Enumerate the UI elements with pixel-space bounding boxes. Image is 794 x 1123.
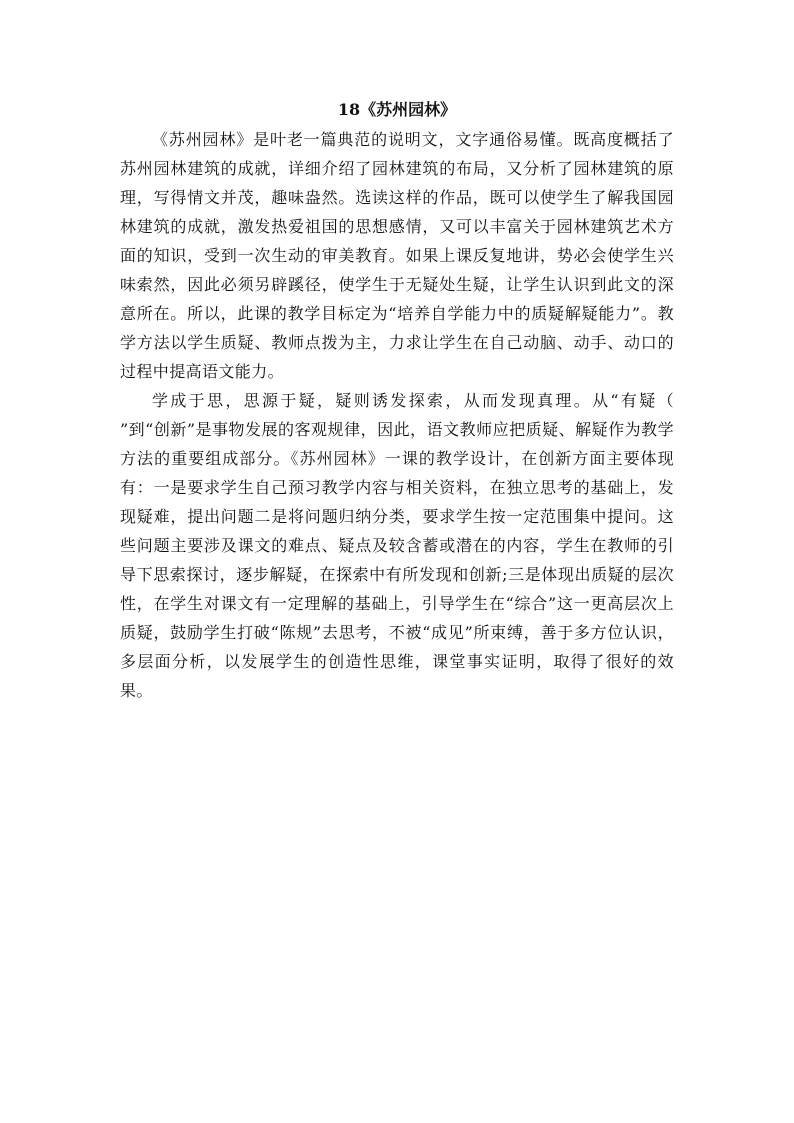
paragraph-2: 学成于思，思源于疑，疑则诱发探索，从而发现真理。从“有疑（ ”到“创新”是事物发展的客观规律，因此，语文教师应把质疑、解疑作为教学方法的重要组成部分。《苏州园林》一课的教学设计，在创新方面主要体现有：一是要求学生自己预习教学内容与相关资料，在独立思考的基础上，发现疑难，提出问题二是将问题归纳分类，要求学生按一定范围集中提问。这些问题主要涉及课文的难点、疑点及较含蓄或潜在的内容，学生在教师的引导下思索探讨，逐步解疑，在探索中有所发现和创新;三是体现出质疑的层次性，在学生对课文有一定理解的基础上，引导学生在“综合”这一更高层次上质疑，鼓励学生打破“陈规”去思考，不被“成见”所束缚，善于多方位认识，多层面分析，以发展学生的创造性思维，课堂事实证明，取得了很好的效果。: [120, 391, 674, 700]
document-page: [120, 95, 674, 705]
paragraph-1: 《苏州园林》是叶老一篇典范的说明文，文字通俗易懂。既高度概括了苏州园林建筑的成就，详细介绍了园林建筑的布局，又分析了园林建筑的原理，写得情文并茂，趣味盎然。选读这样的作品，既可以使学生了解我国园林建筑的成就，激发热爱祖国的思想感情，又可以丰富关于园林建筑艺术方面的知识，受到一次生动的审美教育。如果上课反复地讲，势必会使学生兴味索然，因此必须另辟蹊径，使学生于无疑处生疑，让学生认识到此文的深意所在。所以，此课的教学目标定为“培养自学能力中的质疑解疑能力”。教学方法以学生质疑、教师点拨为主，力求让学生在自己动脑、动手、动口的过程中提高语文能力。: [120, 130, 674, 381]
document-title: 18《苏州园林》: [337, 100, 457, 119]
